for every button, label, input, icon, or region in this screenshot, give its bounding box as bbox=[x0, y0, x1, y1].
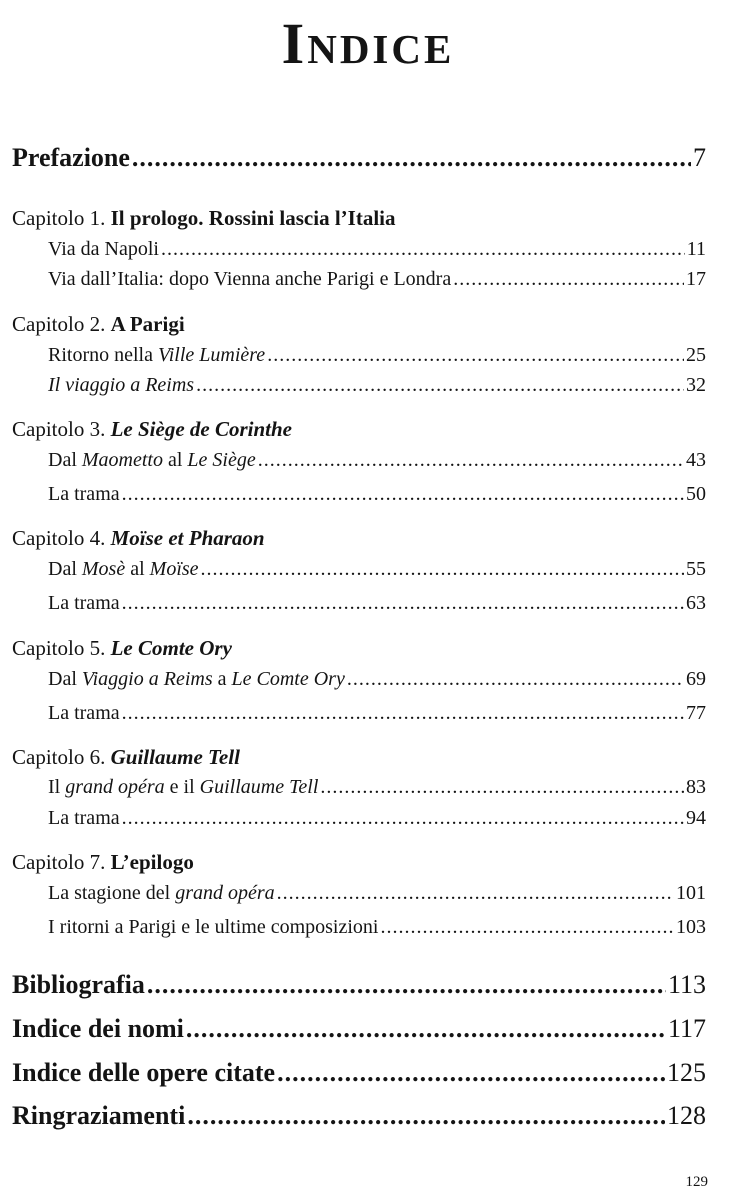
toc-entry[interactable] bbox=[48, 238, 706, 261]
page-number: 17 bbox=[686, 268, 706, 290]
entry-title: Dal Viaggio a Reims a Le Comte Ory bbox=[48, 668, 345, 690]
entry-title: Dal Mosè al Moïse bbox=[48, 558, 199, 580]
entry-title: I ritorni a Parigi e le ultime composizioni bbox=[48, 916, 379, 938]
entry-title: La trama bbox=[48, 483, 120, 505]
toc-entry[interactable] bbox=[48, 916, 706, 939]
toc-entry[interactable] bbox=[48, 776, 706, 799]
toc-entry[interactable] bbox=[48, 668, 706, 691]
dot-leader bbox=[258, 449, 684, 472]
chapter-heading bbox=[12, 526, 265, 551]
dot-leader bbox=[132, 143, 691, 173]
toc-entry[interactable] bbox=[48, 449, 706, 472]
chapter-heading bbox=[12, 312, 185, 337]
page-title: Indice bbox=[281, 11, 455, 76]
toc-label: Bibliografia bbox=[12, 970, 145, 999]
toc-preface[interactable] bbox=[12, 143, 706, 173]
dot-leader bbox=[201, 558, 684, 581]
page-number: 25 bbox=[686, 344, 706, 366]
entry-title: La trama bbox=[48, 592, 120, 614]
dot-leader bbox=[380, 916, 674, 939]
page-number: 94 bbox=[686, 807, 706, 829]
entry-title: Il viaggio a Reims bbox=[48, 374, 195, 396]
chapter-prefix: Capitolo 5. bbox=[12, 636, 106, 660]
dot-leader bbox=[453, 268, 684, 291]
chapter-heading bbox=[12, 850, 194, 875]
toc-entry[interactable] bbox=[48, 702, 706, 725]
entry-title: La trama bbox=[48, 702, 120, 724]
page-number: 128 bbox=[667, 1101, 706, 1130]
toc-label: Indice delle opere citate bbox=[12, 1058, 276, 1087]
toc-back-matter[interactable] bbox=[12, 1101, 706, 1131]
chapter-prefix: Capitolo 2. bbox=[12, 312, 106, 336]
entry-title: Dal Maometto al Le Siège bbox=[48, 449, 256, 471]
page-number: 125 bbox=[667, 1058, 706, 1087]
chapter-title: Moïse et Pharaon bbox=[110, 526, 265, 550]
entry-title: La stagione del grand opéra bbox=[48, 882, 275, 904]
dot-leader bbox=[186, 1014, 666, 1044]
page-number: 55 bbox=[686, 558, 706, 580]
dot-leader bbox=[277, 1058, 665, 1088]
chapter-heading bbox=[12, 417, 292, 442]
chapter-title: Guillaume Tell bbox=[110, 745, 240, 769]
toc-label: Ringraziamenti bbox=[12, 1101, 186, 1130]
toc-entry[interactable] bbox=[48, 344, 706, 367]
entry-title: Ritorno nella Ville Lumière bbox=[48, 344, 266, 366]
chapter-heading bbox=[12, 745, 240, 770]
dot-leader bbox=[122, 702, 684, 725]
page-number: 113 bbox=[667, 970, 706, 999]
toc-entry[interactable] bbox=[48, 268, 706, 291]
chapter-title: Il prologo. Rossini lascia l’Italia bbox=[110, 206, 396, 230]
dot-leader bbox=[320, 776, 684, 799]
page-number: 32 bbox=[686, 374, 706, 396]
entry-title: La trama bbox=[48, 807, 120, 829]
entry-title: Il grand opéra e il Guillaume Tell bbox=[48, 776, 319, 798]
dot-leader bbox=[267, 344, 684, 367]
chapter-title: Le Comte Ory bbox=[110, 636, 232, 660]
chapter-title: A Parigi bbox=[110, 312, 185, 336]
toc-back-matter[interactable] bbox=[12, 1058, 706, 1088]
page-number: 83 bbox=[686, 776, 706, 798]
toc-entry[interactable] bbox=[48, 374, 706, 397]
toc-entry[interactable] bbox=[48, 483, 706, 506]
toc-entry[interactable] bbox=[48, 882, 706, 905]
toc-entry[interactable] bbox=[48, 592, 706, 615]
toc-back-matter[interactable] bbox=[12, 1014, 706, 1044]
page-number: 63 bbox=[686, 592, 706, 614]
dot-leader bbox=[122, 483, 684, 506]
page-number: 43 bbox=[686, 449, 706, 471]
page-number: 77 bbox=[686, 702, 706, 724]
chapter-heading bbox=[12, 206, 396, 231]
dot-leader bbox=[347, 668, 684, 691]
dot-leader bbox=[196, 374, 684, 397]
toc-label: Prefazione bbox=[12, 143, 130, 172]
page-number: 11 bbox=[686, 238, 706, 260]
page-number: 103 bbox=[676, 916, 706, 938]
page-number: 50 bbox=[686, 483, 706, 505]
chapter-prefix: Capitolo 4. bbox=[12, 526, 106, 550]
dot-leader bbox=[187, 1101, 665, 1131]
toc-back-matter[interactable] bbox=[12, 970, 706, 1000]
toc-label: Indice dei nomi bbox=[12, 1014, 184, 1043]
chapter-prefix: Capitolo 6. bbox=[12, 745, 106, 769]
toc-entry[interactable] bbox=[48, 807, 706, 830]
page-number: 7 bbox=[693, 143, 706, 172]
page-folio: 129 bbox=[685, 1174, 708, 1190]
entry-title: Via dall’Italia: dopo Vienna anche Parigi e Londra bbox=[48, 268, 452, 290]
entry-title: Via da Napoli bbox=[48, 238, 159, 260]
page-number: 101 bbox=[676, 882, 706, 904]
chapter-prefix: Capitolo 7. bbox=[12, 850, 106, 874]
page-number: 69 bbox=[686, 668, 706, 690]
dot-leader bbox=[147, 970, 666, 1000]
dot-leader bbox=[122, 807, 684, 830]
dot-leader bbox=[277, 882, 674, 905]
dot-leader bbox=[161, 238, 685, 261]
chapter-prefix: Capitolo 3. bbox=[12, 417, 106, 441]
dot-leader bbox=[122, 592, 684, 615]
chapter-title: L’epilogo bbox=[110, 850, 194, 874]
chapter-title: Le Siège de Corinthe bbox=[110, 417, 292, 441]
page-number: 117 bbox=[667, 1014, 706, 1043]
toc-entry[interactable] bbox=[48, 558, 706, 581]
chapter-prefix: Capitolo 1. bbox=[12, 206, 106, 230]
chapter-heading bbox=[12, 636, 232, 661]
